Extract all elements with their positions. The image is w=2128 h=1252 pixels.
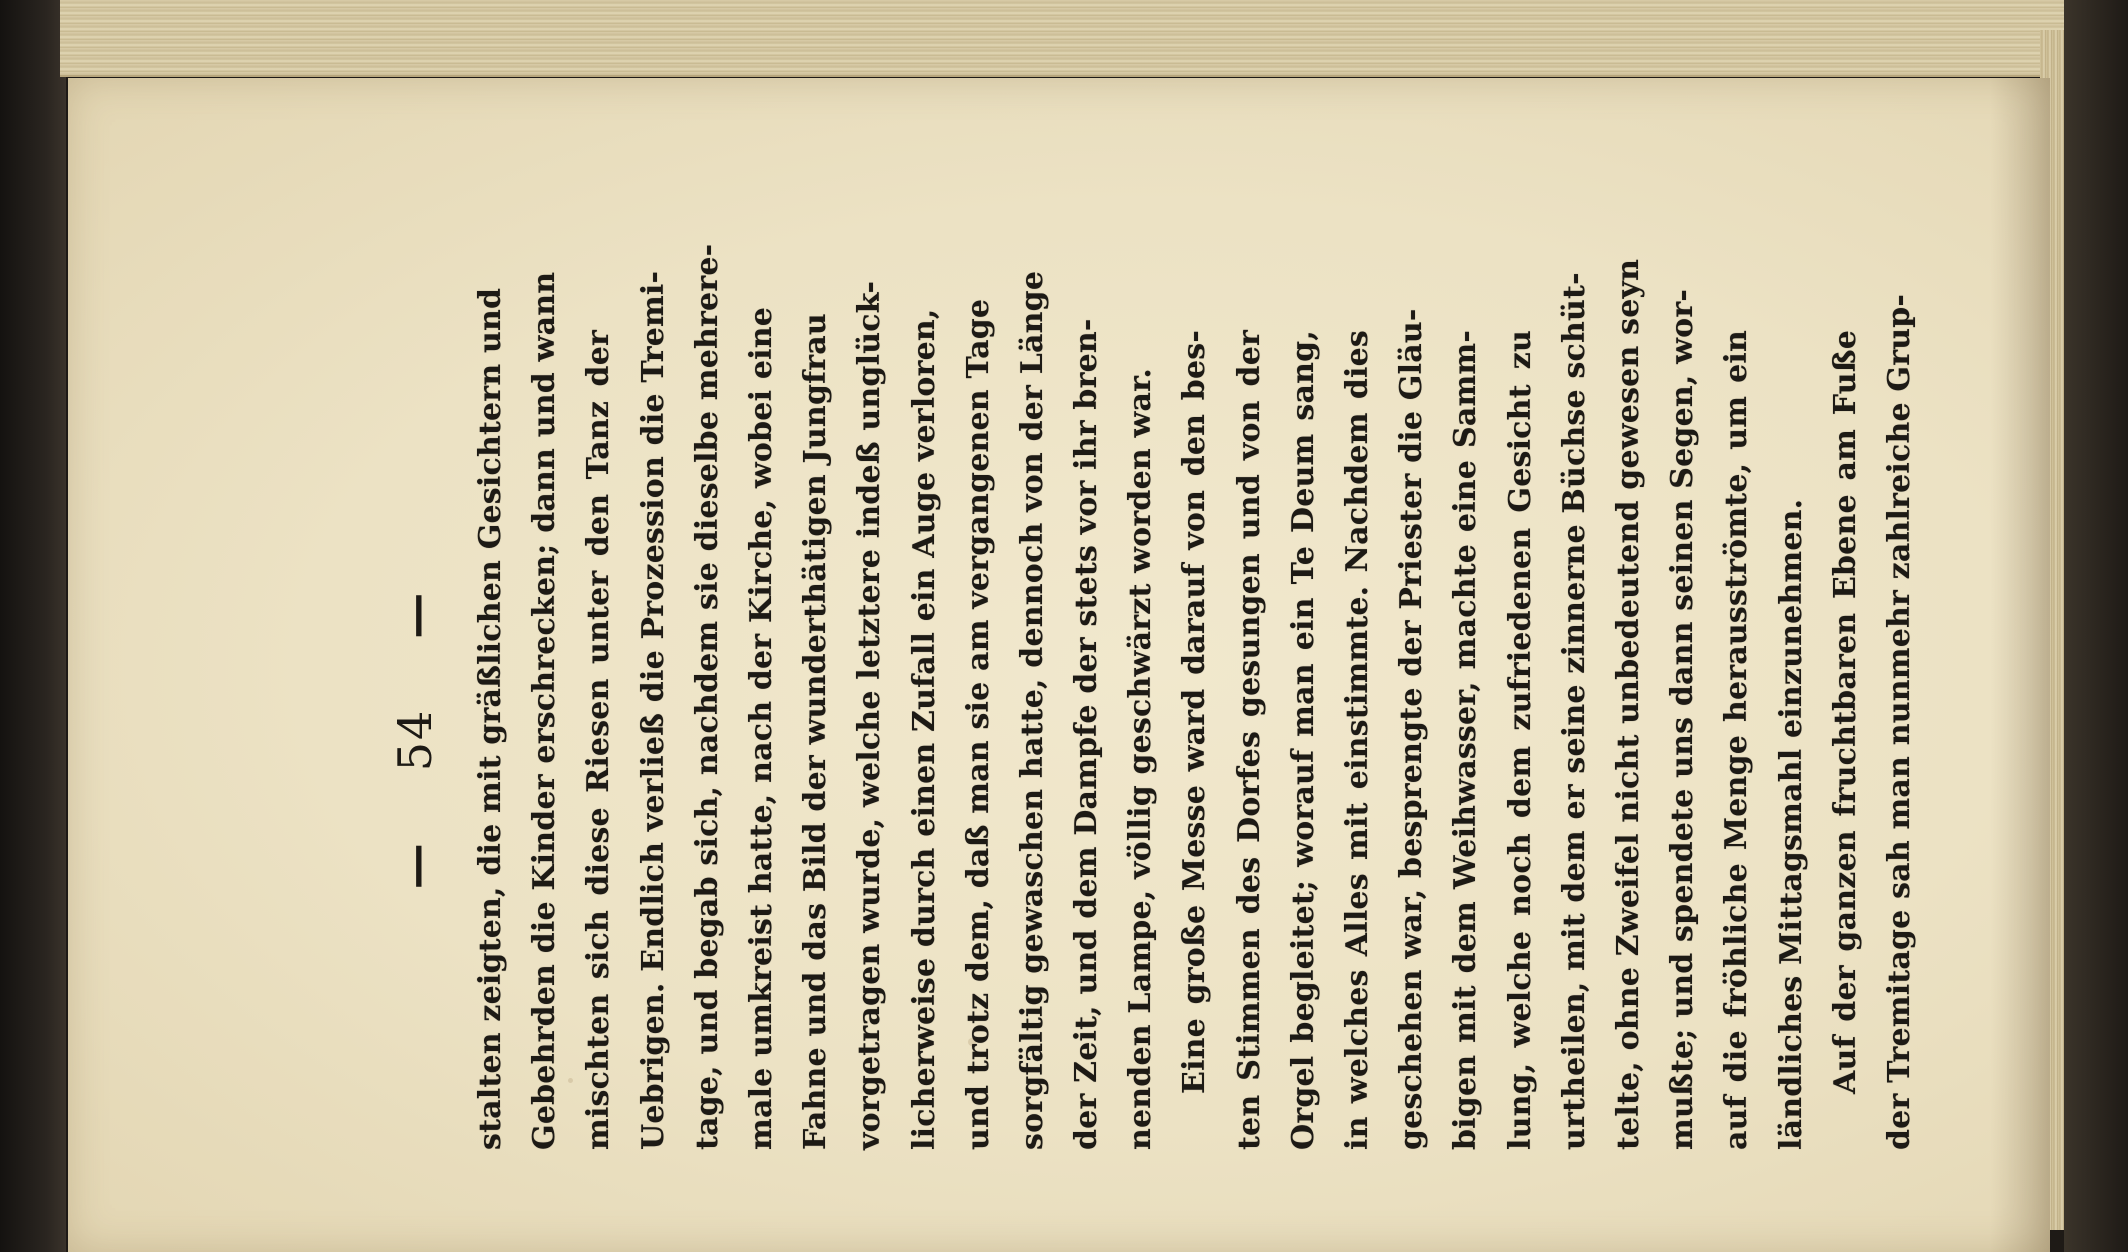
text-line: und trotz dem, daß man sie am vergangenen Tage (960, 298, 996, 1150)
text-line: Eine große Messe ward darauf von den bes- (1177, 330, 1213, 1094)
text-line: Gebehrden die Kinder erschrecken; dann und wann (527, 271, 563, 1150)
text-line: male umkreist hatte, nach der Kirche, wobei eine (743, 306, 779, 1150)
text-line: auf die fröhliche Menge herausströmte, um ein (1719, 330, 1755, 1150)
text-line: der Zeit, und dem Dampfe der stets vor ihr bren- (1069, 318, 1105, 1150)
text-line: lung, welche noch dem zufriedenen Gesicht zu (1502, 330, 1538, 1150)
text-line: Auf der ganzen fruchtbaren Ebene am Fuße (1827, 330, 1863, 1094)
text-line: mischten sich diese Riesen unter den Tanz der (581, 330, 617, 1150)
page-stack-top (60, 0, 2070, 77)
text-line: ten Stimmen des Dorfes gesungen und von der (1231, 330, 1267, 1150)
text-line: Orgel begleitet; worauf man ein Te Deum sang, (1285, 330, 1321, 1150)
page-text-block (380, 243, 1917, 1160)
text-line: der Tremitage sah man nunmehr zahlreiche Grup- (1881, 293, 1917, 1150)
text-line: nenden Lampe, völlig geschwärzt worden war. (1123, 367, 1159, 1150)
text-line: telte, ohne Zweifel nicht unbedeutend gewesen seyn (1610, 258, 1646, 1150)
text-line: bigen mit dem Weihwasser, machte eine Samm- (1448, 330, 1484, 1150)
rotated-text-region (380, 243, 1917, 1160)
page-number-header (380, 330, 450, 1150)
text-line: stalten zeigten, die mit gräßlichen Gesichtern und (473, 287, 508, 1150)
folio-dash-right: — (388, 590, 442, 639)
text-line: ländliches Mittagsmahl einzunehmen. (1773, 498, 1809, 1150)
text-line: mußte; und spendete uns dann seinen Segen, wor- (1665, 288, 1701, 1150)
text-line: sorgfältig gewaschen hatte, dennoch von der Länge (1014, 270, 1050, 1150)
text-line: Fahne und das Bild der wunderthätigen Jungfrau (798, 313, 834, 1150)
page-number: 54 (388, 708, 442, 772)
text-line: urtheilen, mit dem er seine zinnerne Büchse schüt- (1556, 272, 1592, 1150)
folio-dash-left: — (388, 841, 442, 890)
text-line: Uebrigen. Endlich verließ die Prozession die Tremi- (635, 270, 671, 1150)
book-cover-right-edge (2064, 0, 2128, 1252)
text-line: in welches Alles mit einstimmte. Nachdem dies (1340, 330, 1375, 1150)
text-line: tage, und begab sich, nachdem sie dieselbe mehrere- (689, 243, 725, 1150)
book-cover-left-edge (0, 0, 66, 1252)
text-line: geschehen war, besprengte der Priester die Gläu- (1394, 308, 1430, 1150)
text-line: licherweise durch einen Zufall ein Auge verloren, (906, 308, 942, 1150)
gutter-shadow (1990, 78, 2050, 1252)
text-line: vorgetragen wurde, welche letztere indeß unglück- (852, 280, 888, 1150)
